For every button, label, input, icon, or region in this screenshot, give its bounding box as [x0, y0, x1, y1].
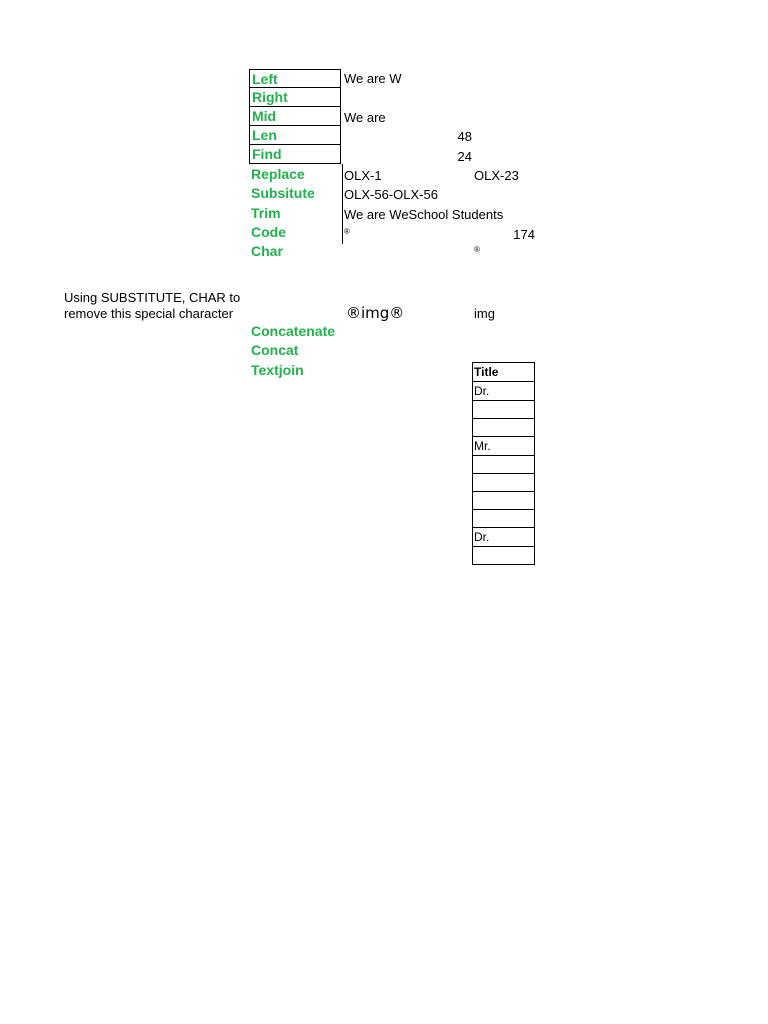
- note-line-2: remove this special character: [64, 306, 234, 321]
- function-label-char: Char: [251, 243, 283, 259]
- table-row: [473, 474, 535, 492]
- table-cell: [473, 419, 535, 437]
- find-result: 24: [457, 149, 472, 164]
- table-cell: [473, 492, 535, 510]
- table-row: [473, 419, 535, 437]
- function-label-find: Find: [249, 145, 341, 164]
- title-table: [472, 362, 535, 565]
- code-symbol: ®: [344, 227, 350, 236]
- replace-result-1: OLX-1: [344, 168, 382, 183]
- table-row: [473, 456, 535, 474]
- trim-result: We are WeSchool Students: [344, 207, 504, 222]
- table-row: [473, 401, 535, 419]
- table-cell: Dr.: [473, 382, 535, 401]
- table-cell: [473, 547, 535, 565]
- table-row: [473, 437, 535, 456]
- function-label-right: Right: [249, 88, 341, 107]
- substitute-result: OLX-56-OLX-56: [344, 187, 438, 202]
- function-label-concatenate: Concatenate: [251, 323, 336, 339]
- table-cell: [473, 474, 535, 492]
- function-label-len: Len: [249, 126, 341, 145]
- function-label-left: Left: [249, 69, 341, 88]
- function-label-textjoin: Textjoin: [251, 362, 304, 378]
- replace-result-2: OLX-23: [474, 168, 519, 183]
- table-cell: Dr.: [473, 528, 535, 547]
- table-cell: [473, 401, 535, 419]
- table-header-row: [473, 363, 535, 382]
- function-label-replace: Replace: [251, 166, 305, 182]
- mid-result: We are: [344, 110, 386, 125]
- table-row: [473, 528, 535, 547]
- table-cell: [473, 510, 535, 528]
- left-result: We are W: [344, 71, 402, 86]
- table-row: [473, 547, 535, 565]
- table-row: [473, 510, 535, 528]
- table-row: [473, 382, 535, 401]
- function-label-code: Code: [251, 224, 286, 240]
- cleaned-text: img: [474, 306, 495, 321]
- table-cell: Mr.: [473, 437, 535, 456]
- char-result: ®: [474, 245, 480, 254]
- code-result: 174: [513, 227, 535, 242]
- function-label-concat: Concat: [251, 342, 299, 358]
- table-row: [473, 492, 535, 510]
- table-cell: [473, 456, 535, 474]
- function-label-substitute: Subsitute: [251, 185, 315, 201]
- title-header: Title: [473, 363, 535, 382]
- special-character-text: ®img®: [346, 304, 405, 322]
- note-line-1: Using SUBSTITUTE, CHAR to: [64, 290, 241, 305]
- function-label-trim: Trim: [251, 205, 281, 221]
- column-border: [342, 164, 343, 244]
- function-label-mid: Mid: [249, 107, 341, 126]
- len-result: 48: [457, 129, 472, 144]
